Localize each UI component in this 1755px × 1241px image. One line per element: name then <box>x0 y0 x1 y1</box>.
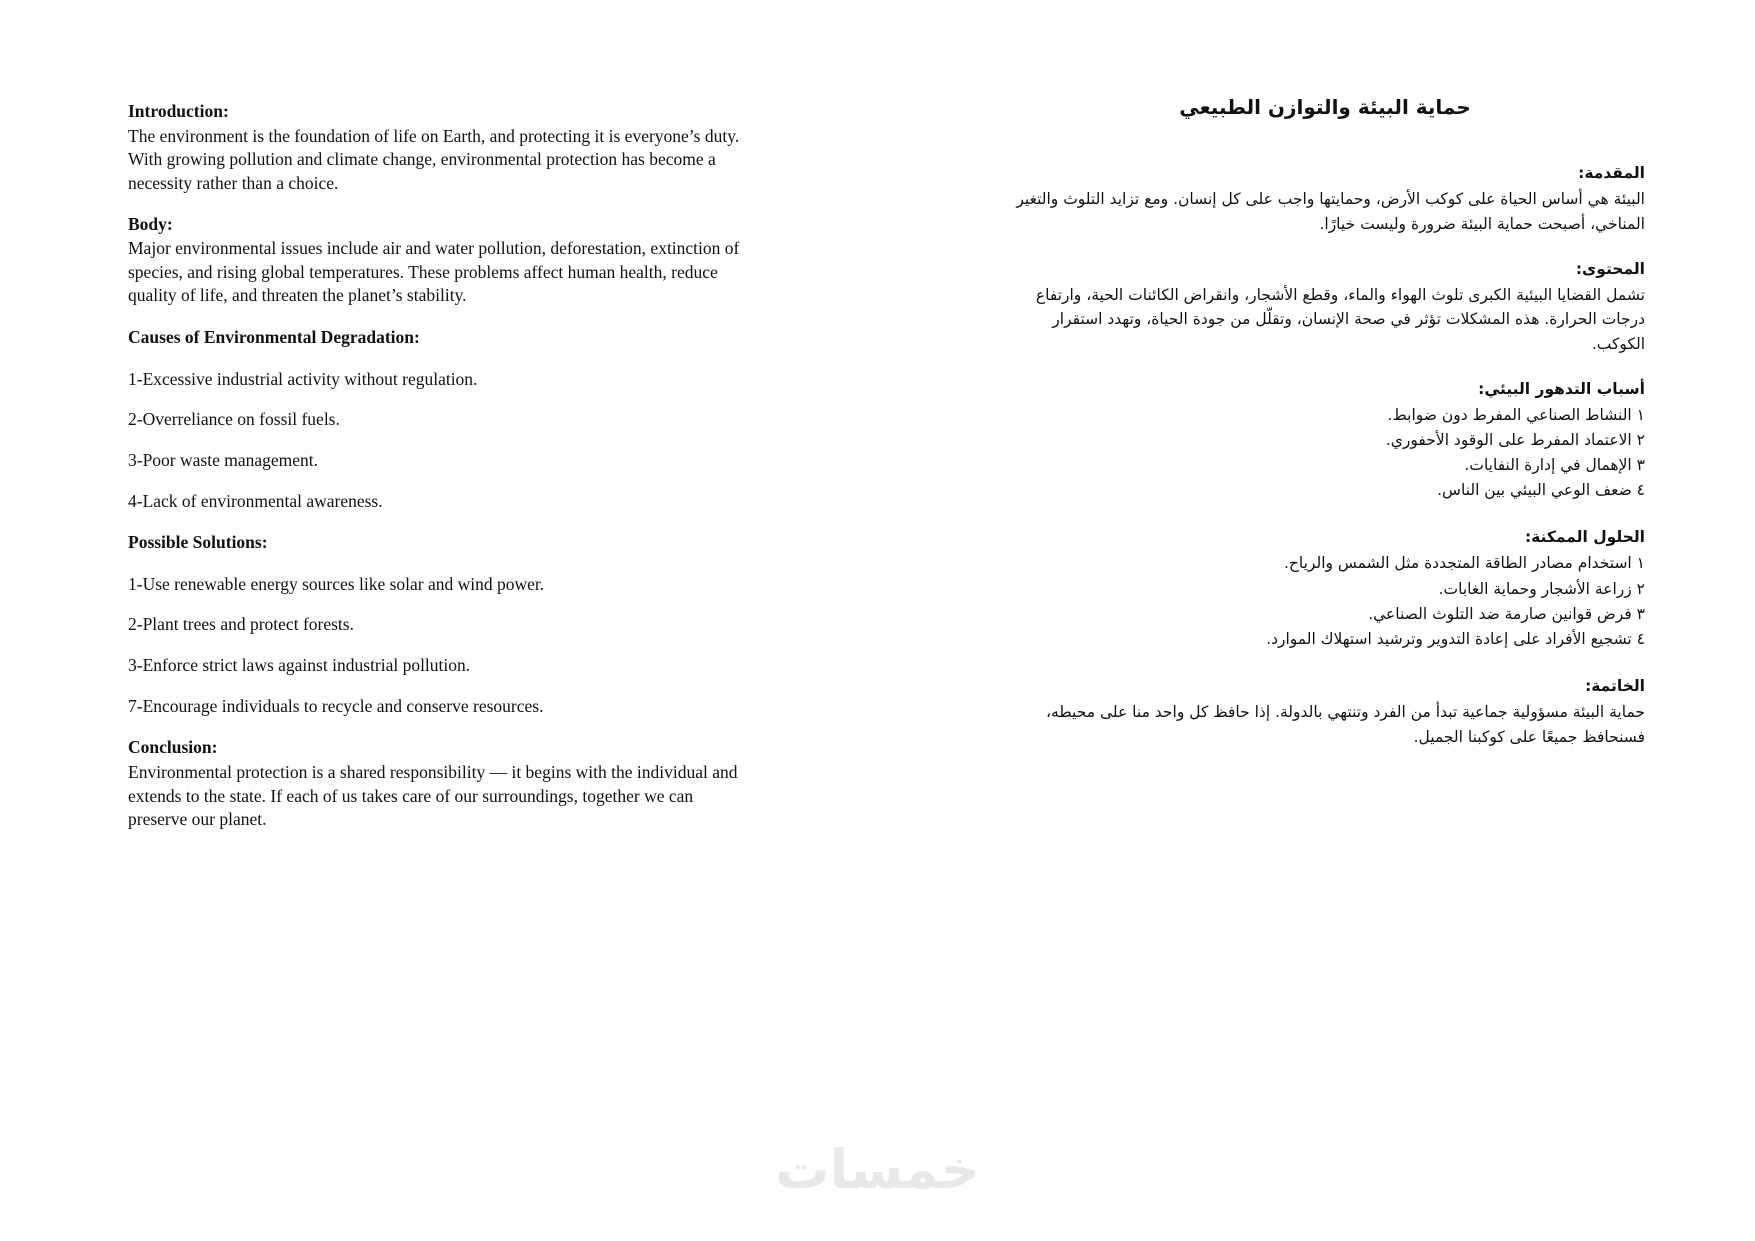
arabic-solutions-item-2: ٢ زراعة الأشجار وحماية الغابات. <box>1438 579 1645 598</box>
arabic-solutions-item-1: ١ استخدام مصادر الطاقة المتجددة مثل الشمس والرياح. <box>1283 554 1645 573</box>
arabic-title: حماية البيئة والتوازن الطبيعي <box>1179 95 1471 119</box>
solutions-item-4: 7-Encourage individuals to recycle and conserve resources. <box>128 695 544 716</box>
arabic-body-heading: المحتوى: <box>1575 259 1645 278</box>
english-column <box>128 100 748 849</box>
causes-item-4: 4-Lack of environmental awareness. <box>128 490 383 511</box>
conclusion-paragraph: Environmental protection is a shared responsibility — it begins with the individual and extends to the state. If each of us takes care of our surroundings, together we can preserve our planet. <box>128 761 738 830</box>
solutions-item-3: 3-Enforce strict laws against industrial pollution. <box>128 655 471 675</box>
arabic-column <box>1005 92 1645 770</box>
section-introduction <box>128 100 748 196</box>
arabic-introduction-heading: المقدمة: <box>1578 164 1645 182</box>
arabic-causes-list <box>1005 403 1645 503</box>
watermark-khamsat: خمسات <box>775 1138 980 1201</box>
introduction-paragraph: The environment is the foundation of life on Earth, and protecting it is everyone’s duty. With growing pollution and climate change, environmental protection has become a necessity rather than a choice. <box>128 125 740 193</box>
solutions-heading: Possible Solutions: <box>128 532 268 553</box>
introduction-heading: Introduction: <box>128 101 229 121</box>
section-conclusion <box>128 736 748 832</box>
causes-item-3: 3-Poor waste management. <box>128 449 319 470</box>
arabic-body-paragraph: تشمل القضايا البيئية الكبرى تلوث الهواء والماء، وقطع الأشجار، وانقراض الكائنات الحية، وارتفاع درجات الحرارة. هذه المشكلات تؤثر في صحة الإنسان، وتقلّل من جودة الحياة، وتهدد استقرار الكوكب. <box>1035 285 1645 354</box>
arabic-solutions-heading: الحلول الممكنة: <box>1524 528 1645 547</box>
arabic-solutions-item-3: ٣ فرض قوانين صارمة ضد التلوث الصناعي. <box>1368 604 1645 623</box>
solutions-item-1: 1-Use renewable energy sources like solar and wind power. <box>128 573 545 594</box>
causes-heading: Causes of Environmental Degradation: <box>128 327 420 347</box>
section-causes <box>128 326 748 513</box>
body-paragraph: Major environmental issues include air and water pollution, deforestation, extinction of species, and rising global temperatures. These problems affect human health, reduce quality of life, and threaten the planet’s stability. <box>128 238 740 306</box>
section-body <box>128 213 748 309</box>
arabic-causes-item-4: ٤ ضعف الوعي البيئي بين الناس. <box>1437 481 1645 500</box>
conclusion-heading: Conclusion: <box>128 737 218 758</box>
solutions-item-2: 2-Plant trees and protect forests. <box>128 614 354 635</box>
arabic-introduction-paragraph: البيئة هي أساس الحياة على كوكب الأرض، وحمايتها واجب على كل إنسان. ومع تزايد التلوث والتغير المناخي، أصبحت حماية البيئة ضرورة وليست خيارًا. <box>1016 190 1645 233</box>
arabic-section-causes <box>1005 377 1645 503</box>
arabic-conclusion-heading: الخاتمة: <box>1585 676 1645 695</box>
arabic-causes-item-3: ٣ الإهمال في إدارة النفايات. <box>1464 456 1645 475</box>
arabic-causes-item-2: ٢ الاعتماد المفرط على الوقود الأحفوري. <box>1385 431 1645 450</box>
arabic-solutions-list <box>1005 551 1645 651</box>
arabic-causes-heading: أسباب التدهور البيئي: <box>1478 380 1645 399</box>
arabic-section-body <box>1005 257 1645 357</box>
body-heading: Body: <box>128 213 173 234</box>
arabic-causes-item-1: ١ النشاط الصناعي المفرط دون ضوابط. <box>1387 406 1645 425</box>
arabic-section-solutions <box>1005 525 1645 651</box>
causes-item-1: 1-Excessive industrial activity without regulation. <box>128 368 478 389</box>
causes-item-2: 2-Overreliance on fossil fuels. <box>128 409 340 430</box>
section-solutions <box>128 531 748 718</box>
arabic-solutions-item-4: ٤ تشجيع الأفراد على إعادة التدوير وترشيد استهلاك الموارد. <box>1266 629 1645 648</box>
arabic-section-introduction <box>1005 161 1645 237</box>
arabic-conclusion-paragraph: حماية البيئة مسؤولية جماعية تبدأ من الفرد وتنتهي بالدولة. إذا حافظ كل واحد منا على محيطه، فسنحافظ جميعًا على كوكبنا الجميل. <box>1046 702 1645 746</box>
arabic-section-conclusion <box>1005 674 1645 750</box>
